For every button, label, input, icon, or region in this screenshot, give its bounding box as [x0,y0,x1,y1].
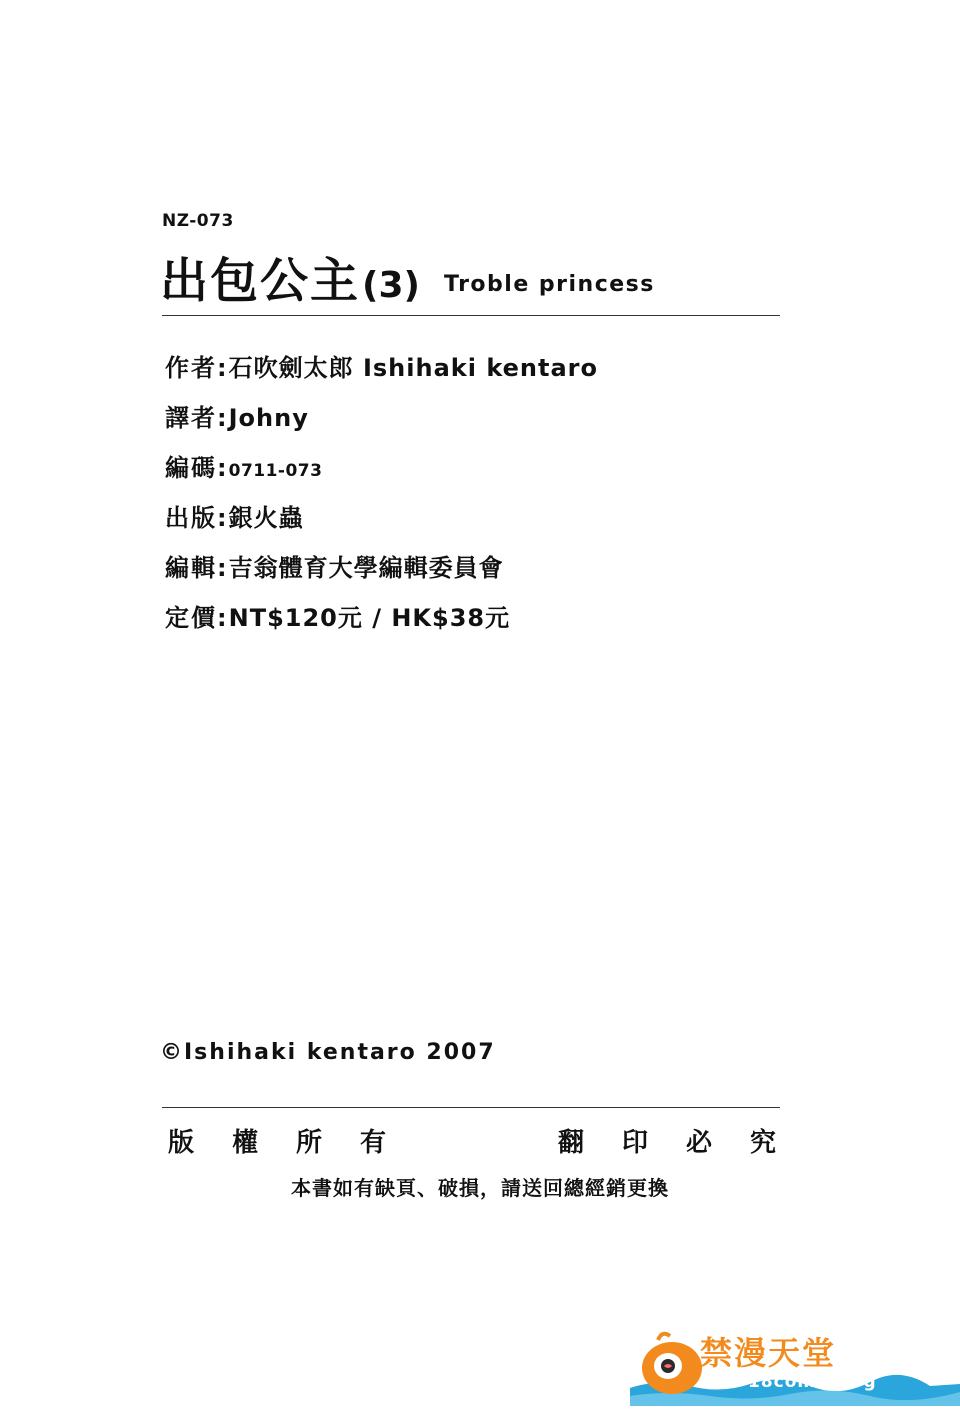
watermark-site[interactable]: 18comic.org [748,1372,877,1392]
info-translator [165,396,785,446]
info-value: 石吹劍太郎 Ishihaki kentaro [228,354,598,382]
top-divider [162,315,780,316]
title-volume: (3) [362,265,420,306]
info-value: Johny [228,404,309,432]
info-value: NT$120元 / HK$38元 [228,604,511,632]
bottom-divider [162,1107,780,1108]
info-label: 定價: [165,604,229,632]
info-value: 0711-073 [228,461,323,481]
all-rights-reserved: 版權所有 [168,1128,425,1158]
info-price [165,596,785,646]
watermark-title: 禁漫天堂 [700,1334,837,1372]
title-english: Troble princess [443,272,655,297]
whale-icon [642,1334,702,1394]
info-label: 出版: [165,504,229,532]
site-watermark[interactable] [630,1326,960,1406]
info-publisher [165,496,785,546]
publication-info [165,346,785,646]
info-author [165,346,785,396]
copyright-line: ©Ishihaki kentaro 2007 [160,1040,496,1065]
book-code: NZ-073 [162,211,234,231]
info-editor [165,546,785,596]
info-value: 銀火蟲 [228,504,304,532]
info-label: 作者: [165,354,229,382]
info-label: 編碼: [165,454,229,482]
title-chinese: 出包公主 [160,253,361,309]
no-reproduction: 翻印必究 [557,1128,814,1158]
info-value: 吉翁體育大學編輯委員會 [228,554,504,582]
info-code [165,446,785,496]
book-title [160,242,655,309]
info-label: 譯者: [165,404,229,432]
defect-notice: 本書如有缺頁、破損，請送回總經銷更換 [291,1176,669,1200]
rights-statement [168,1122,814,1162]
info-label: 編輯: [165,554,229,582]
